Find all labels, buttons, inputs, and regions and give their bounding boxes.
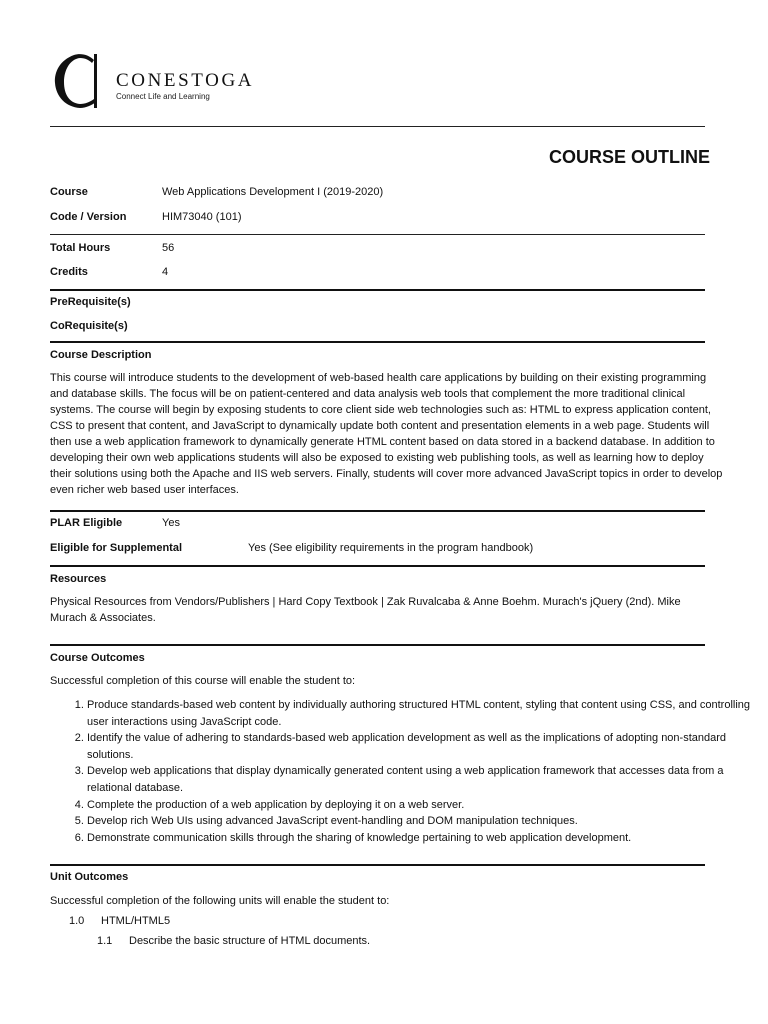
page-title: COURSE OUTLINE	[548, 147, 710, 167]
brand-name: CONESTOGA	[116, 70, 255, 91]
unit-number: 1.0	[69, 915, 85, 927]
plar-value: Yes	[162, 517, 180, 529]
list-item: 3. Develop web applications that display dynamically generated content using a web application framework that accesses data from a relational database.	[87, 763, 757, 796]
divider	[50, 289, 705, 291]
course-label: Course	[50, 186, 88, 198]
unit-title: HTML/HTML5	[101, 915, 171, 927]
brand-tagline: Connect Life and Learning	[116, 92, 210, 101]
list-item: 5. Develop rich Web UIs using advanced JavaScript event-handling and DOM manipulation techniques.	[87, 813, 757, 830]
course-value: Web Applications Development I (2019-2020)	[162, 186, 384, 198]
list-item: 4. Complete the production of a web application by deploying it on a web server.	[87, 797, 757, 814]
description-heading: Course Description	[50, 349, 152, 361]
credits-value: 4	[162, 266, 169, 278]
supplemental-label: Eligible for Supplemental	[50, 542, 183, 554]
hours-value: 56	[162, 242, 175, 254]
prerequisite-label: PreRequisite(s)	[50, 296, 131, 308]
divider	[50, 565, 705, 567]
list-item: 6. Demonstrate communication skills through the sharing of knowledge pertaining to web application development.	[87, 830, 757, 847]
divider	[50, 234, 705, 235]
resources-text: Physical Resources from Vendors/Publishers | Hard Copy Textbook | Zak Ruvalcaba & Anne Boehm. Murach's jQuery (2nd). Mike Murach & Associates.	[50, 596, 681, 624]
code-label: Code / Version	[50, 211, 127, 223]
divider	[50, 341, 705, 343]
credits-label: Credits	[50, 266, 88, 278]
subunit-text: Describe the basic structure of HTML documents.	[129, 935, 371, 947]
outcomes-heading: Course Outcomes	[50, 652, 145, 664]
divider	[50, 644, 705, 646]
divider	[50, 126, 705, 127]
code-value: HIM73040 (101)	[162, 211, 242, 223]
description-text: This course will introduce students to the development of web-based health care applications by building on their existing programming and database skills. The focus will be on patient-centered and data analysis web tools that complement the more traditional clinical systems. The course will begin by exposing students to core client side web technologies such as: HTML to express application content, CSS to present that content, and JavaScript to dynamically update both content and presentation elements in a web page. Students will then use a web application framework to dynamically generate HTML content based on data stored in a backend database. In addition to developing their own web applications students will also be exposed to existing web publishing tools, as well as learning how to deploy their solutions using both the Apache and IIS web servers. Finally, students will cover more advanced JavaScript topics in order to develop even richer web based user interfaces.	[50, 372, 723, 496]
hours-label: Total Hours	[50, 242, 111, 254]
list-item: 2. Identify the value of adhering to standards-based web application development as well as the implications of adopting non-standard solutions.	[87, 730, 757, 763]
list-item: 1. Produce standards-based web content by individually authoring structured HTML content, styling that content using CSS, and controlling user interactions using JavaScript code.	[87, 697, 757, 730]
units-heading: Unit Outcomes	[50, 871, 129, 883]
logo-c-icon	[50, 52, 102, 110]
units-intro: Successful completion of the following units will enable the student to:	[50, 895, 390, 907]
divider	[50, 510, 705, 512]
plar-label: PLAR Eligible	[50, 517, 123, 529]
outcomes-list	[50, 697, 757, 846]
divider	[50, 864, 705, 866]
conestoga-logo	[50, 52, 102, 110]
corequisite-label: CoRequisite(s)	[50, 320, 128, 332]
resources-heading: Resources	[50, 573, 107, 585]
supplemental-value: Yes (See eligibility requirements in the program handbook)	[248, 542, 534, 554]
subunit-number: 1.1	[97, 935, 113, 947]
outcomes-intro: Successful completion of this course will enable the student to:	[50, 675, 356, 687]
